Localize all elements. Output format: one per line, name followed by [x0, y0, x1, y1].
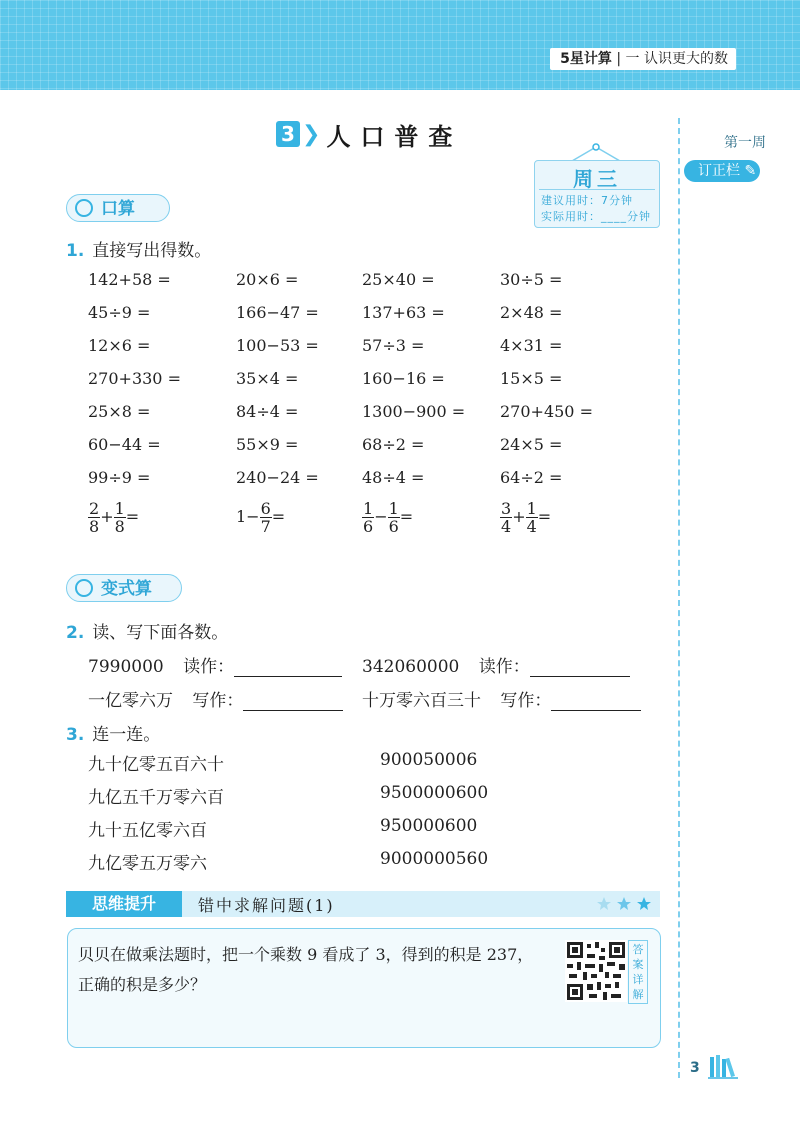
weekday: 周三 — [573, 167, 621, 191]
calc-problem: 60−44 = — [88, 435, 161, 454]
stopwatch-icon — [75, 199, 93, 217]
fraction-problem: $\frac{1}{6}$ − $\frac{1}{6}$ = — [363, 499, 414, 536]
suggested-time: 建议用时：7分钟 — [541, 194, 633, 207]
week-label: 第一周 — [724, 135, 766, 151]
chevron-right-icon: ❯ — [302, 121, 321, 147]
question-text: 读、写下面各数。 — [92, 623, 229, 643]
calc-problem: 84÷4 = — [236, 402, 299, 421]
lesson-number: 3 — [276, 121, 300, 147]
answer-blank[interactable] — [234, 660, 342, 677]
question-number: 2. — [66, 623, 85, 643]
answer-blank[interactable] — [551, 694, 641, 711]
calc-problem: 35×4 = — [236, 369, 299, 388]
match-right-item[interactable]: 9500000600 — [380, 783, 489, 803]
match-left-item[interactable]: 九十亿零五百六十 — [88, 755, 224, 775]
calc-problem: 100−53 = — [236, 336, 319, 355]
calc-problem: 55×9 = — [236, 435, 299, 454]
header-separator: | — [616, 51, 622, 67]
books-icon — [708, 1055, 738, 1079]
calc-problem: 270+330 = — [88, 369, 181, 388]
question-1 — [66, 236, 211, 261]
match-left-item[interactable]: 九十五亿零六百 — [88, 821, 207, 841]
calc-problem: 24×5 = — [500, 435, 563, 454]
calc-problem: 30÷5 = — [500, 270, 563, 289]
calc-problem: 99÷9 = — [88, 468, 151, 487]
thinking-label: 思维提升 — [66, 891, 182, 917]
word-problem: 贝贝在做乘法题时，把一个乘数 9 看成了 3，得到的积是 237， 正确的积是多少？ — [78, 945, 534, 994]
calc-problem: 4×31 = — [500, 336, 563, 355]
calc-problem: 15×5 = — [500, 369, 563, 388]
answer-blank[interactable] — [243, 694, 343, 711]
section-label: 变式算 — [101, 579, 152, 599]
calc-problem: 160−16 = — [362, 369, 445, 388]
thinking-title: 错中求解问题(1) — [198, 896, 335, 915]
answer-detail-tag[interactable]: 答案详解 — [628, 940, 648, 1004]
read-write-item: 一亿零六万 写作： — [88, 686, 343, 711]
match-right-item[interactable]: 900050006 — [380, 750, 478, 770]
calc-problem: 1300−900 = — [362, 402, 466, 421]
calc-problem: 166−47 = — [236, 303, 319, 322]
calc-problem: 48÷4 = — [362, 468, 425, 487]
question-2 — [66, 618, 228, 643]
margin-divider — [678, 118, 680, 1078]
correction-column-label — [684, 160, 760, 182]
calc-problem: 137+63 = — [362, 303, 445, 322]
read-write-item: 7990000 读作： — [88, 652, 342, 677]
header-tag — [550, 48, 736, 70]
calc-problem: 25×40 = — [362, 270, 435, 289]
header-band — [0, 0, 800, 90]
read-write-item: 十万零六百三十 写作： — [362, 686, 641, 711]
calc-problem: 12×6 = — [88, 336, 151, 355]
calc-problem: 25×8 = — [88, 402, 151, 421]
target-icon — [75, 579, 93, 597]
calc-problem: 270+450 = — [500, 402, 593, 421]
lesson-title-group — [276, 118, 462, 150]
lesson-title: 人口普查 — [326, 122, 463, 151]
section-label: 口算 — [101, 199, 135, 219]
fraction-problem: 1− $\frac{6}{7}$ = — [236, 499, 286, 536]
question-text: 连一连。 — [92, 725, 161, 745]
match-right-item[interactable]: 950000600 — [380, 816, 478, 836]
read-write-item: 342060000 读作： — [362, 652, 630, 677]
time-card — [534, 160, 660, 228]
calc-problem: 20×6 = — [236, 270, 299, 289]
question-text: 直接写出得数。 — [92, 241, 212, 261]
calc-problem: 64÷2 = — [500, 468, 563, 487]
calc-problem: 68÷2 = — [362, 435, 425, 454]
question-number: 1. — [66, 241, 85, 261]
actual-time: 实际用时：____分钟 — [541, 210, 651, 223]
answer-blank[interactable] — [530, 660, 630, 677]
section-oral-calc — [66, 194, 170, 222]
section-variant-calc — [66, 574, 182, 602]
calc-problem: 2×48 = — [500, 303, 563, 322]
fraction-problem: $\frac{2}{8}$ + $\frac{1}{8}$ = — [89, 499, 140, 536]
calc-problem: 240−24 = — [236, 468, 319, 487]
page-number: 3 — [690, 1060, 700, 1076]
match-left-item[interactable]: 九亿五千万零六百 — [88, 788, 224, 808]
book-name: 5星计算 — [560, 51, 612, 67]
fraction-problem: $\frac{3}{4}$ + $\frac{1}{4}$ = — [501, 499, 552, 536]
qr-code-icon[interactable] — [565, 940, 627, 1002]
unit-name: 一 认识更大的数 — [625, 51, 728, 67]
calc-problem: 57÷3 = — [362, 336, 425, 355]
calc-problem: 142+58 = — [88, 270, 171, 289]
hanger-icon — [568, 143, 624, 161]
question-number: 3. — [66, 725, 85, 745]
match-right-item[interactable]: 9000000560 — [380, 849, 489, 869]
match-left-item[interactable]: 九亿零五万零六 — [88, 854, 207, 874]
correction-label: 订正栏 — [698, 163, 740, 179]
stars-icon — [596, 896, 654, 912]
pencil-icon: ✎ — [744, 163, 757, 179]
calc-problem: 45÷9 = — [88, 303, 151, 322]
question-3 — [66, 720, 160, 745]
